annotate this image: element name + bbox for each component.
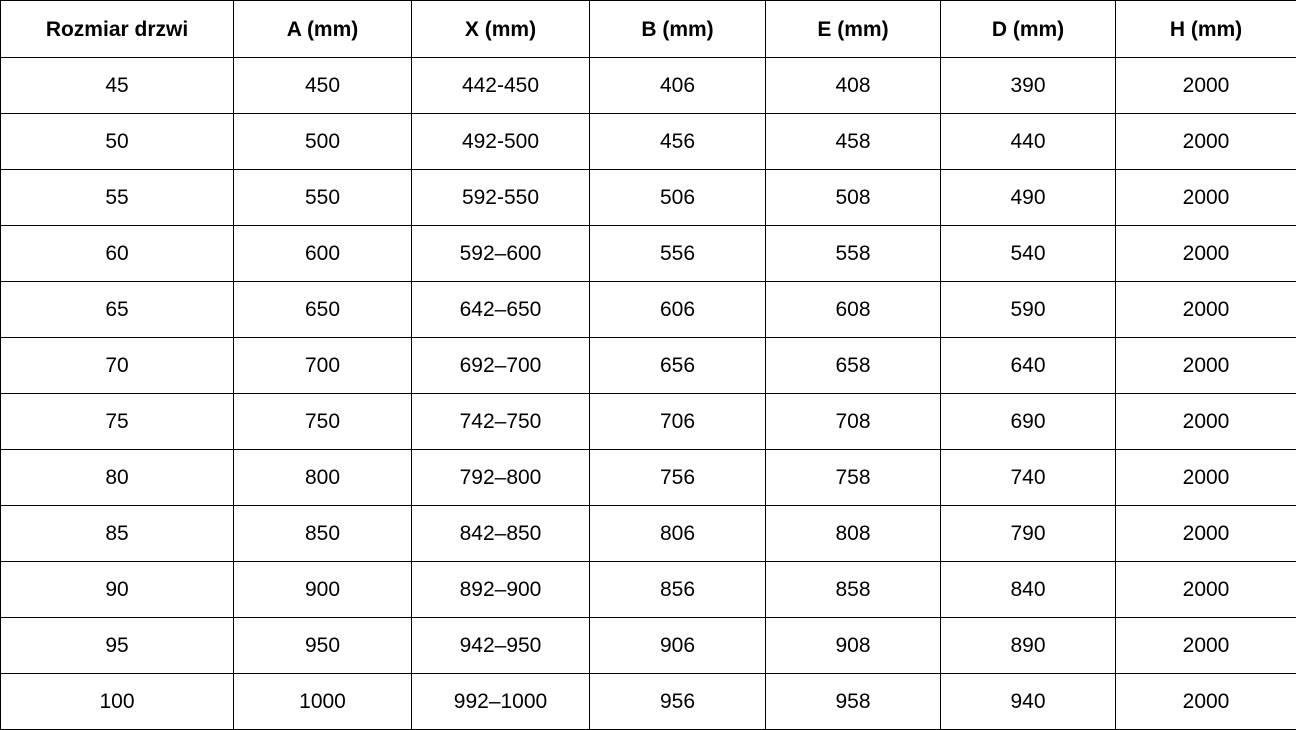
cell-row5-col1: 700	[234, 338, 412, 394]
cell-row1-col2: 492-500	[412, 114, 590, 170]
cell-row0-col6: 2000	[1116, 58, 1296, 114]
cell-row5-col0: 70	[1, 338, 234, 394]
cell-row8-col2: 842–850	[412, 506, 590, 562]
cell-row11-col5: 940	[941, 674, 1116, 730]
cell-row3-col2: 592–600	[412, 226, 590, 282]
cell-row11-col0: 100	[1, 674, 234, 730]
cell-row0-col5: 390	[941, 58, 1116, 114]
cell-row8-col5: 790	[941, 506, 1116, 562]
cell-row3-col5: 540	[941, 226, 1116, 282]
table-row	[1, 506, 1296, 562]
cell-row9-col6: 2000	[1116, 562, 1296, 618]
cell-row10-col1: 950	[234, 618, 412, 674]
cell-row7-col1: 800	[234, 450, 412, 506]
cell-row4-col4: 608	[766, 282, 941, 338]
cell-row0-col1: 450	[234, 58, 412, 114]
cell-row0-col2: 442-450	[412, 58, 590, 114]
cell-row11-col2: 992–1000	[412, 674, 590, 730]
cell-row6-col6: 2000	[1116, 394, 1296, 450]
cell-row10-col6: 2000	[1116, 618, 1296, 674]
cell-row10-col4: 908	[766, 618, 941, 674]
cell-row2-col5: 490	[941, 170, 1116, 226]
table-row	[1, 674, 1296, 730]
cell-row4-col1: 650	[234, 282, 412, 338]
table-row	[1, 282, 1296, 338]
cell-row5-col6: 2000	[1116, 338, 1296, 394]
cell-row5-col5: 640	[941, 338, 1116, 394]
cell-row0-col0: 45	[1, 58, 234, 114]
column-header-4: E (mm)	[766, 1, 941, 58]
cell-row3-col1: 600	[234, 226, 412, 282]
cell-row11-col4: 958	[766, 674, 941, 730]
cell-row7-col4: 758	[766, 450, 941, 506]
cell-row9-col1: 900	[234, 562, 412, 618]
cell-row1-col3: 456	[590, 114, 766, 170]
cell-row5-col3: 656	[590, 338, 766, 394]
cell-row4-col3: 606	[590, 282, 766, 338]
cell-row11-col3: 956	[590, 674, 766, 730]
cell-row9-col2: 892–900	[412, 562, 590, 618]
cell-row8-col3: 806	[590, 506, 766, 562]
table-body	[1, 58, 1296, 730]
cell-row2-col4: 508	[766, 170, 941, 226]
cell-row4-col2: 642–650	[412, 282, 590, 338]
cell-row0-col4: 408	[766, 58, 941, 114]
table-row	[1, 450, 1296, 506]
cell-row3-col6: 2000	[1116, 226, 1296, 282]
cell-row11-col6: 2000	[1116, 674, 1296, 730]
table-row	[1, 114, 1296, 170]
cell-row9-col3: 856	[590, 562, 766, 618]
column-header-6: H (mm)	[1116, 1, 1296, 58]
cell-row8-col0: 85	[1, 506, 234, 562]
cell-row0-col3: 406	[590, 58, 766, 114]
column-header-0: Rozmiar drzwi	[1, 1, 234, 58]
cell-row8-col1: 850	[234, 506, 412, 562]
column-header-5: D (mm)	[941, 1, 1116, 58]
cell-row1-col0: 50	[1, 114, 234, 170]
cell-row7-col5: 740	[941, 450, 1116, 506]
cell-row10-col3: 906	[590, 618, 766, 674]
table-row	[1, 338, 1296, 394]
table-row	[1, 394, 1296, 450]
cell-row7-col3: 756	[590, 450, 766, 506]
cell-row1-col1: 500	[234, 114, 412, 170]
cell-row2-col6: 2000	[1116, 170, 1296, 226]
cell-row1-col4: 458	[766, 114, 941, 170]
cell-row10-col2: 942–950	[412, 618, 590, 674]
cell-row6-col4: 708	[766, 394, 941, 450]
cell-row6-col3: 706	[590, 394, 766, 450]
cell-row7-col0: 80	[1, 450, 234, 506]
cell-row7-col6: 2000	[1116, 450, 1296, 506]
cell-row1-col5: 440	[941, 114, 1116, 170]
cell-row5-col2: 692–700	[412, 338, 590, 394]
cell-row2-col0: 55	[1, 170, 234, 226]
column-header-1: A (mm)	[234, 1, 412, 58]
cell-row3-col4: 558	[766, 226, 941, 282]
header-row	[1, 1, 1296, 58]
cell-row4-col0: 65	[1, 282, 234, 338]
cell-row4-col5: 590	[941, 282, 1116, 338]
cell-row1-col6: 2000	[1116, 114, 1296, 170]
cell-row9-col0: 90	[1, 562, 234, 618]
cell-row11-col1: 1000	[234, 674, 412, 730]
cell-row5-col4: 658	[766, 338, 941, 394]
cell-row7-col2: 792–800	[412, 450, 590, 506]
cell-row6-col1: 750	[234, 394, 412, 450]
cell-row9-col4: 858	[766, 562, 941, 618]
table-row	[1, 226, 1296, 282]
cell-row4-col6: 2000	[1116, 282, 1296, 338]
table-row	[1, 562, 1296, 618]
cell-row10-col5: 890	[941, 618, 1116, 674]
cell-row8-col4: 808	[766, 506, 941, 562]
cell-row6-col0: 75	[1, 394, 234, 450]
column-header-3: B (mm)	[590, 1, 766, 58]
cell-row10-col0: 95	[1, 618, 234, 674]
column-header-2: X (mm)	[412, 1, 590, 58]
cell-row8-col6: 2000	[1116, 506, 1296, 562]
cell-row6-col5: 690	[941, 394, 1116, 450]
cell-row3-col0: 60	[1, 226, 234, 282]
table-row	[1, 618, 1296, 674]
cell-row2-col2: 592-550	[412, 170, 590, 226]
cell-row6-col2: 742–750	[412, 394, 590, 450]
table-row	[1, 170, 1296, 226]
table-row	[1, 58, 1296, 114]
cell-row2-col1: 550	[234, 170, 412, 226]
cell-row2-col3: 506	[590, 170, 766, 226]
cell-row3-col3: 556	[590, 226, 766, 282]
cell-row9-col5: 840	[941, 562, 1116, 618]
